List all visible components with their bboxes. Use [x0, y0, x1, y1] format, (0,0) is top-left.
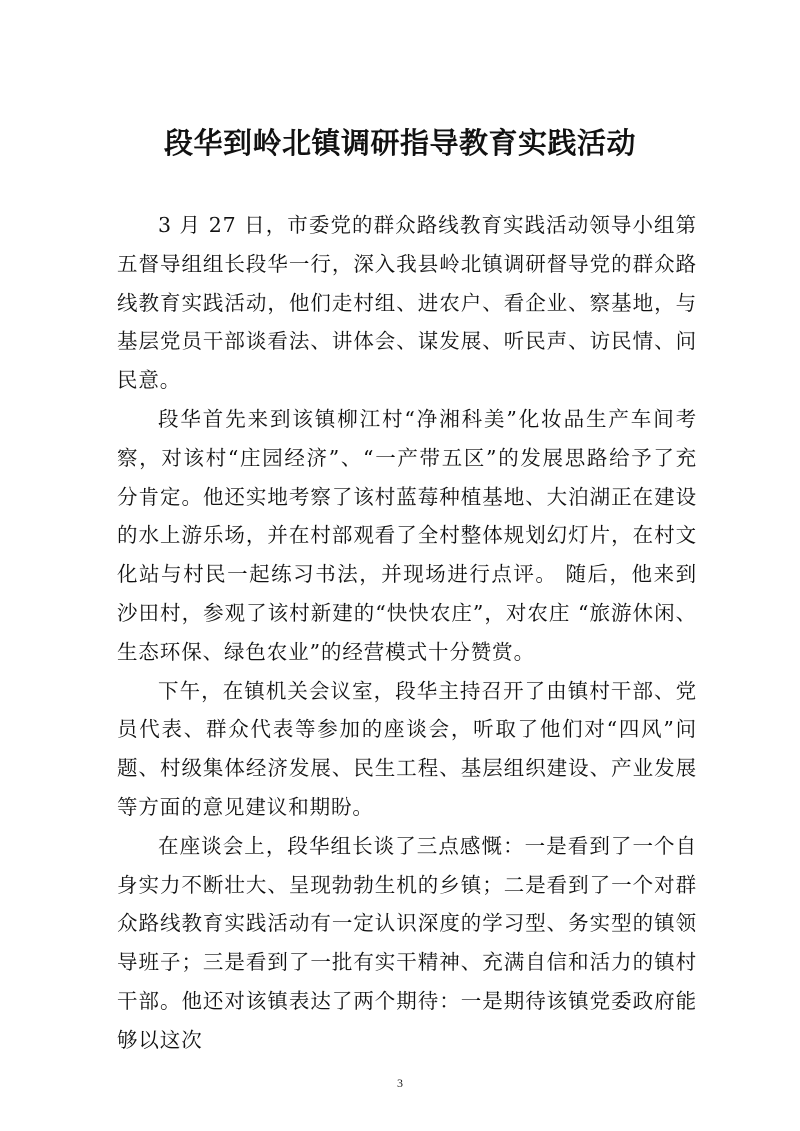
- document-title: 段华到岭北镇调研指导教育实践活动: [163, 126, 636, 160]
- document-body: [117, 206, 697, 1060]
- page-number: 3: [397, 1076, 403, 1090]
- paragraph-4: 在座谈会上，段华组长谈了三点感慨：一是看到了一个自身实力不断壮大、呈现勃勃生机的乡镇；二是看到了一个对群众路线教育实践活动有一定认识深度的学习型、务实型的镇领导班子；三是看到了一批有实干精神、充满自信和活力的镇村干部。他还对该镇表达了两个期待：一是期待该镇党委政府能够以这次: [117, 833, 697, 1052]
- paragraph-3: 下午，在镇机关会议室，段华主持召开了由镇村干部、党员代表、群众代表等参加的座谈会，听取了他们对“四风”问题、村级集体经济发展、民生工程、基层组织建设、产业发展等方面的意见建议和期盼。: [117, 678, 697, 819]
- paragraph-1: 3 月 27 日，市委党的群众路线教育实践活动领导小组第五督导组组长段华一行，深入我县岭北镇调研督导党的群众路线教育实践活动，他们走村组、进农户、看企业、察基地，与基层党员干部谈看法、讲体会、谋发展、听民声、访民情、问民意。: [117, 213, 697, 393]
- paragraph-2: 段华首先来到该镇柳江村“净湘科美”化妆品生产车间考察，对该村“庄园经济”、“一产带五区”的发展思路给予了充分肯定。他还实地考察了该村蓝莓种植基地、大泊湖正在建设的水上游乐场，并在村部观看了全村整体规划幻灯片，在村文化站与村民一起练习书法，并现场进行点评。 随后，他来到沙田村，参观了该村新建的“快快农庄”，对农庄 “旅游休闲、生态环保、绿色农业”的经营模式十分赞赏。: [117, 406, 697, 664]
